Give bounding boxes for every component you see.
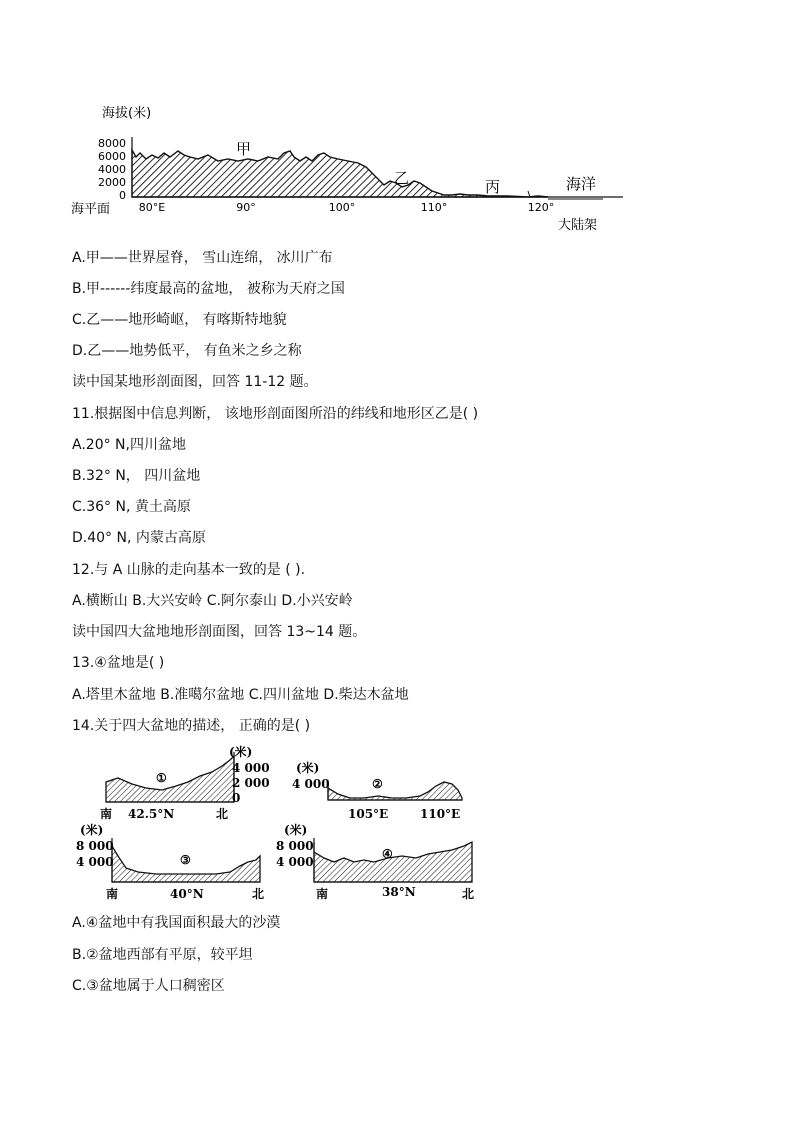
shelf-label: 大陆架	[558, 218, 598, 233]
basin-4-unit: (米)	[284, 823, 308, 837]
basin-1-north: 北	[216, 807, 229, 821]
option-b: B.甲------纬度最高的盆地， 被称为天府之国	[72, 281, 345, 297]
basin-1-tick: 4 000	[232, 761, 270, 775]
instruction-13-14: 读中国四大盆地地形剖面图，回答 13~14 题。	[72, 624, 367, 640]
basin-4-tick: 8 000	[276, 839, 314, 853]
basin-4-number: ④	[382, 847, 393, 861]
basin-2-area	[328, 782, 462, 800]
ytick: 6000	[98, 150, 126, 163]
terrain-profile-svg	[68, 95, 638, 240]
ytick: 0	[119, 189, 126, 202]
basin-4-area	[314, 842, 472, 882]
region-label-yi: 乙	[394, 169, 410, 187]
q11-option-d: D.40° N, 内蒙古高原	[72, 530, 206, 546]
option-c: C.乙——地形崎岖， 有喀斯特地貌	[72, 312, 287, 328]
region-label-jia: 甲	[236, 140, 252, 158]
ytick: 8000	[98, 137, 126, 150]
basin-3-unit: (米)	[80, 823, 104, 837]
xtick: 110°	[420, 201, 448, 214]
terrain-profile-figure	[68, 95, 638, 240]
basin-2-x2: 110°E	[420, 807, 461, 821]
basin-4-south: 南	[316, 887, 329, 901]
ytick: 2000	[98, 176, 126, 189]
basin-2-unit: (米)	[296, 761, 320, 775]
basin-3-tick: 4 000	[76, 855, 114, 869]
question-11: 11.根据图中信息判断， 该地形剖面图所沿的纬线和地形区乙是( )	[72, 406, 479, 422]
ocean-label: 海洋	[566, 175, 597, 193]
basin-2-number: ②	[372, 777, 383, 791]
q11-option-c: C.36° N, 黄土高原	[72, 499, 191, 515]
xtick: 120°	[527, 201, 555, 214]
question-13: 13.④盆地是( )	[72, 655, 165, 671]
basin-1-tick: 0	[232, 791, 241, 805]
basin-4-north: 北	[462, 887, 475, 901]
basin-1-lat: 42.5°N	[128, 807, 175, 821]
q11-option-a: A.20° N,四川盆地	[72, 437, 186, 453]
option-a: A.甲——世界屋脊， 雪山连绵， 冰川广布	[72, 250, 333, 266]
basin-profiles-figure	[72, 742, 482, 907]
instruction-11-12: 读中国某地形剖面图，回答 11-12 题。	[72, 374, 318, 390]
basin-3-north: 北	[252, 887, 265, 901]
basin-1-number: ①	[156, 771, 167, 785]
basin-1-south: 南	[100, 807, 113, 821]
basin-1-area	[106, 756, 234, 802]
basin-profiles-svg	[72, 742, 482, 907]
xtick: 80°E	[138, 201, 166, 214]
q14-option-a: A.④盆地中有我国面积最大的沙漠	[72, 915, 281, 931]
basin-3-lat: 40°N	[170, 887, 204, 901]
xtick: 100°	[328, 201, 356, 214]
ytick: 4000	[98, 163, 126, 176]
basin-1-unit: (米)	[229, 745, 253, 759]
basin-4-lat: 38°N	[382, 885, 416, 899]
baseline-label: 海平面	[71, 202, 111, 217]
basin-3-number: ③	[180, 853, 191, 867]
xtick: 90°	[236, 201, 256, 214]
basin-3-tick: 8 000	[76, 839, 114, 853]
basin-2-x1: 105°E	[348, 807, 389, 821]
q14-option-c: C.③盆地属于人口稠密区	[72, 978, 225, 994]
basin-1-tick: 2 000	[232, 776, 270, 790]
option-d: D.乙——地势低平， 有鱼米之乡之称	[72, 343, 302, 359]
basin-4-tick: 4 000	[276, 855, 314, 869]
question-14: 14.关于四大盆地的描述， 正确的是( )	[72, 718, 311, 734]
basin-2-tick: 4 000	[292, 777, 330, 791]
q12-options: A.横断山 B.大兴安岭 C.阿尔泰山 D.小兴安岭	[72, 593, 353, 609]
question-12: 12.与 A 山脉的走向基本一致的是 ( ).	[72, 562, 306, 578]
q13-options: A.塔里木盆地 B.准噶尔盆地 C.四川盆地 D.柴达木盆地	[72, 687, 409, 703]
basin-3-south: 南	[106, 887, 119, 901]
q14-option-b: B.②盆地西部有平原，较平坦	[72, 947, 253, 963]
region-label-bing: 丙	[485, 178, 501, 196]
ylabel: 海拔(米)	[102, 106, 152, 121]
q11-option-b: B.32° N， 四川盆地	[72, 468, 201, 484]
